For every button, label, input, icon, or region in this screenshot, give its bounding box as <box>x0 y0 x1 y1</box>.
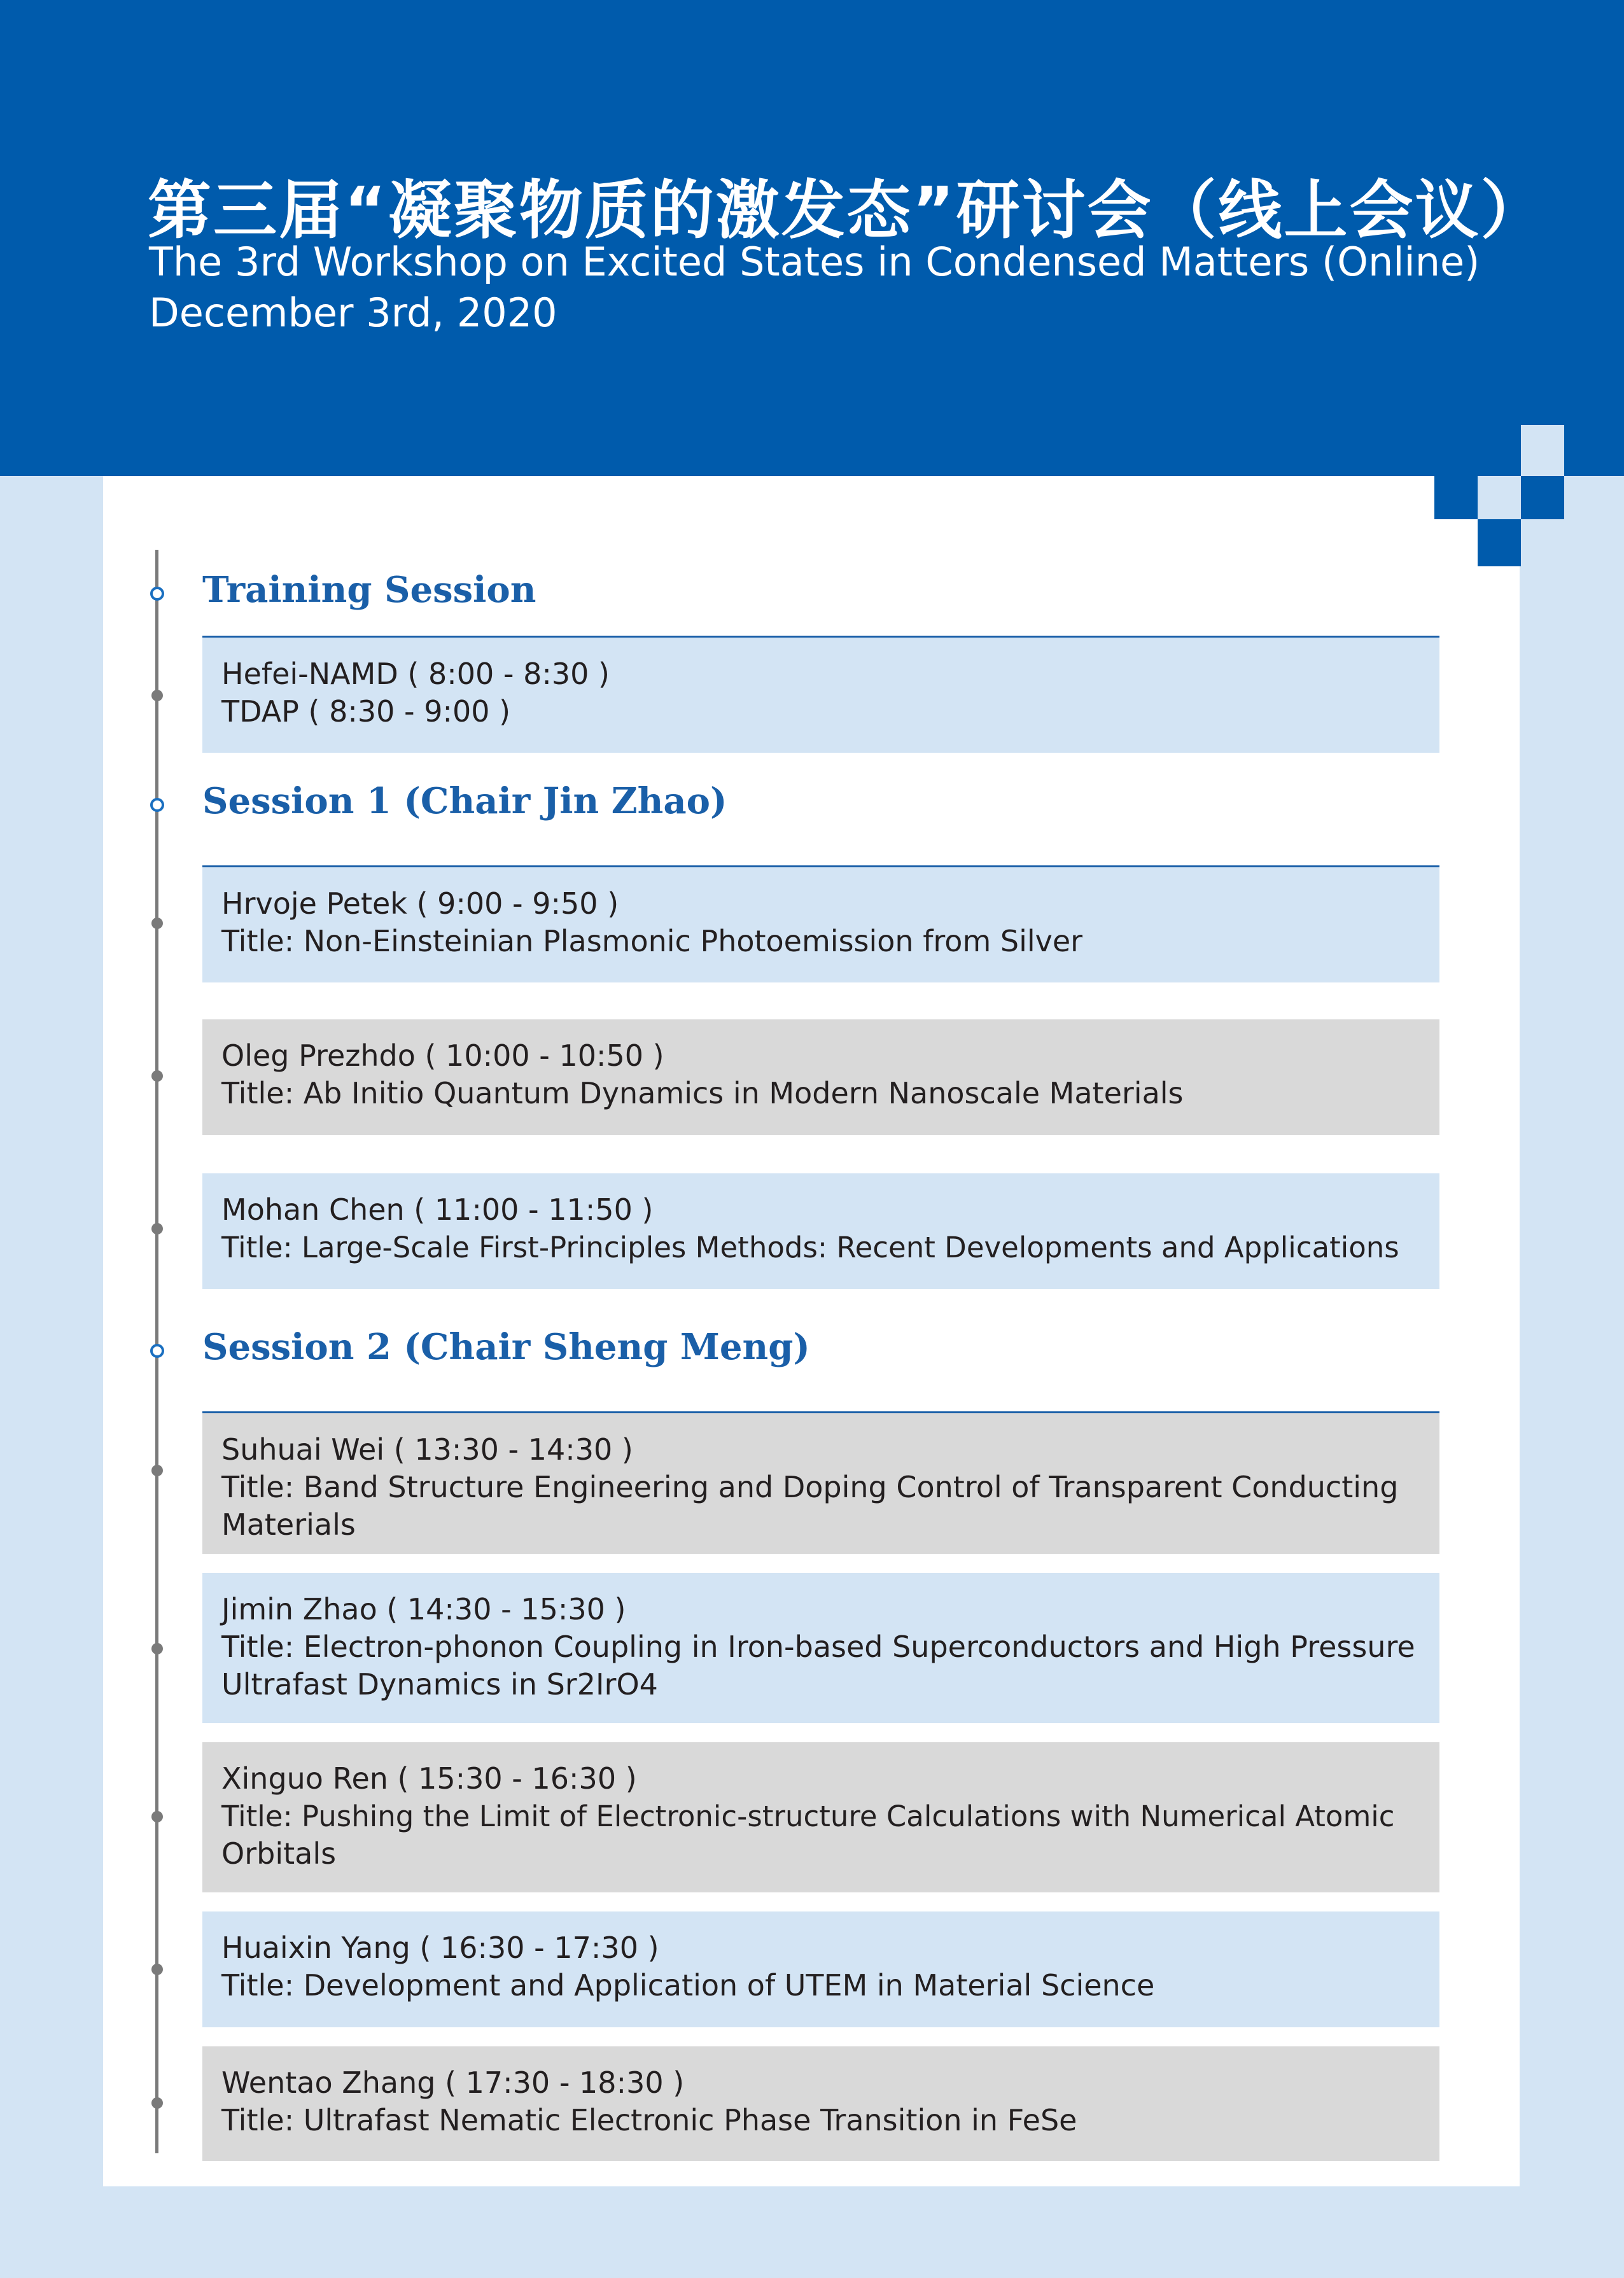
timeline-section-marker <box>150 587 164 601</box>
decor-square-light <box>1521 425 1564 476</box>
talk-title: Title: Development and Application of UTEM in Material Science <box>221 1968 1155 2002</box>
talk-speaker: Xinguo Ren ( 15:30 - 16:30 ) <box>221 1761 637 1796</box>
schedule-item: TDAP ( 8:30 - 9:00 ) <box>221 694 511 729</box>
timeline-section-marker <box>150 1344 164 1358</box>
talk-speaker: Suhuai Wei ( 13:30 - 14:30 ) <box>221 1432 633 1467</box>
talk-speaker: Wentao Zhang ( 17:30 - 18:30 ) <box>221 2065 685 2100</box>
schedule-item: Hefei-NAMD ( 8:00 - 8:30 ) <box>221 657 610 691</box>
talk-speaker: Hrvoje Petek ( 9:00 - 9:50 ) <box>221 886 619 921</box>
talk-box-chen <box>202 1173 1439 1289</box>
talk-title: Title: Non-Einsteinian Plasmonic Photoemission from Silver <box>221 924 1083 958</box>
talk-title: Title: Electron-phonon Coupling in Iron-based Superconductors and High Pressure <box>221 1630 1415 1664</box>
event-date: December 3rd, 2020 <box>149 290 557 336</box>
decor-square-blue <box>1478 519 1521 566</box>
timeline-dot <box>151 2097 163 2109</box>
talk-speaker: Jimin Zhao ( 14:30 - 15:30 ) <box>221 1592 626 1626</box>
section-title-session-1: Session 1 (Chair Jin Zhao) <box>202 780 727 822</box>
talk-box-petek <box>202 865 1439 982</box>
talk-box-wei <box>202 1411 1439 1554</box>
talk-box-yang <box>202 1911 1439 2027</box>
decor-square-light <box>1478 476 1521 519</box>
section-title-session-2: Session 2 (Chair Sheng Meng) <box>202 1326 810 1368</box>
title-english: The 3rd Workshop on Excited States in Condensed Matters (Online) <box>149 239 1480 285</box>
talk-title: Title: Band Structure Engineering and Doping Control of Transparent Conducting <box>221 1470 1399 1504</box>
talk-title: Materials <box>221 1507 356 1542</box>
timeline-dot <box>151 1643 163 1654</box>
timeline-dot <box>151 1964 163 1975</box>
talk-title: Title: Large-Scale First-Principles Methods: Recent Developments and Applications <box>221 1231 1399 1264</box>
talk-box-jzhao <box>202 1573 1439 1723</box>
decor-square-light <box>1521 519 1564 566</box>
timeline-dot <box>151 1811 163 1822</box>
timeline-dot <box>151 918 163 929</box>
talk-box-zhang <box>202 2046 1439 2161</box>
talk-title: Orbitals <box>221 1836 337 1871</box>
schedule-box-training <box>202 636 1439 753</box>
talk-speaker: Oleg Prezhdo ( 10:00 - 10:50 ) <box>221 1038 664 1073</box>
header-banner <box>0 0 1624 476</box>
decor-square-blue <box>1434 476 1478 519</box>
decor-square-blue <box>1521 476 1564 519</box>
timeline-dot <box>151 690 163 701</box>
talk-title: Title: Ultrafast Nematic Electronic Phase Transition in FeSe <box>221 2103 1077 2137</box>
timeline-dot <box>151 1223 163 1234</box>
talk-speaker: Mohan Chen ( 11:00 - 11:50 ) <box>221 1192 654 1227</box>
talk-title: Title: Pushing the Limit of Electronic-structure Calculations with Numerical Atomic <box>221 1799 1395 1833</box>
timeline-dot <box>151 1070 163 1082</box>
timeline-dot <box>151 1465 163 1476</box>
talk-title: Title: Ab Initio Quantum Dynamics in Modern Nanoscale Materials <box>221 1076 1184 1110</box>
talk-box-ren <box>202 1742 1439 1892</box>
section-title-training: Training Session <box>202 569 536 611</box>
title-chinese: 第三届“凝聚物质的激发态”研讨会（线上会议） <box>148 173 1546 248</box>
talk-speaker: Huaixin Yang ( 16:30 - 17:30 ) <box>221 1931 659 1965</box>
talk-title: Ultrafast Dynamics in Sr2IrO4 <box>221 1667 658 1702</box>
talk-box-prezhdo <box>202 1019 1439 1135</box>
timeline-section-marker <box>150 798 164 812</box>
